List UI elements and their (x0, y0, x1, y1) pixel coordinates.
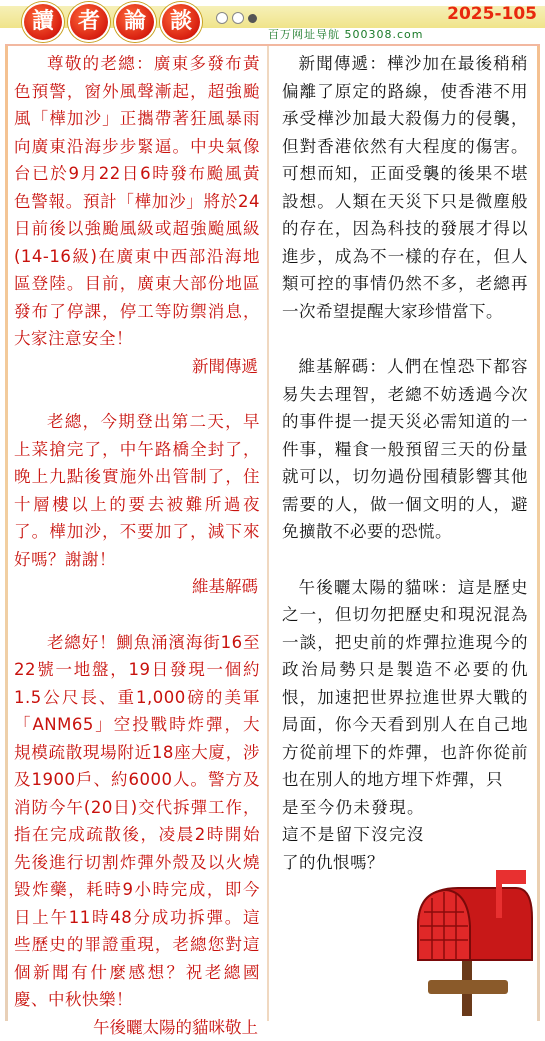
title-char: 談 (160, 2, 202, 42)
site-watermark: 百万网址导航 500308.com (268, 26, 423, 42)
letter-text: 尊敬的老總：廣東多發布黃色預警，窗外風聲漸起，超強颱風「樺加沙」正攜帶著狂風暴雨向廣東沿海步步緊逼。中央氣像台已於9月22日6時發布颱風黃色警報。預計「樺加沙」將於24日前後以強颱風級或超強颱風級(14-16級)在廣東中西部沿海地區登陸。目前，廣東大部份地區發布了停課，停工等防禦消息，大家注意安全！ (14, 50, 260, 353)
header-divider (5, 44, 540, 46)
title-char: 者 (68, 2, 110, 42)
letter-text: 老總，今期登出第二天，早上菜搶完了，中午路橋全封了，晚上九點後實施外出管制了，住十層樓以上的要去被難所過夜了。樺加沙，不要加了，減下來好嗎？謝謝！ (14, 408, 260, 573)
spacer (282, 546, 528, 574)
circle-icon (216, 12, 228, 24)
circle-icon (232, 12, 244, 24)
frame-border-left (5, 46, 8, 1021)
letter-signature: 午後曬太陽的貓咪敬上 (14, 1014, 260, 1041)
letter-text: 老總好！鰂魚涌濱海街16至22號一地盤，19日發現一個約1.5公尺長、重1,000磅的美軍「ANM65」空投戰時炸彈，大規模疏散現場附近18座大廈，涉及1900戶、約6000人。警方及消防今午(20日)交代拆彈工作，指在完成疏散後，凌晨2時開始先後進行切割炸彈外殼及以火燒毀炸藥，耗時9小時完成，即今日上午11時48分成功拆彈。這些歷史的罪證重現，老總您對這個新聞有什麼感想？祝老總國慶、中秋快樂！ (14, 629, 260, 1014)
editor-replies-column (282, 50, 528, 876)
issue-number: 2025-105 (447, 4, 537, 24)
filled-circle-icon (248, 14, 257, 23)
decorative-dots (216, 12, 257, 24)
header (0, 0, 545, 44)
spacer (14, 601, 260, 629)
mailbox-icon (398, 868, 536, 1016)
spacer (282, 325, 528, 353)
column-title (22, 2, 202, 42)
spacer (14, 380, 260, 408)
frame-border-right (537, 46, 540, 1021)
reply-text: 新聞傳遞：樺沙加在最後稍稍偏離了原定的路線，使香港不用承受樺沙加最大殺傷力的侵襲，但對香港依然有大程度的傷害。可想而知，正面受襲的後果不堪設想。人類在天災下只是微塵般的存在，因為科技的發展才得以進步，成為不一樣的存在，但人類可控的事情仍然不多，老總再一次希望提醒大家珍惜當下。 (282, 50, 528, 325)
title-char: 讀 (22, 2, 64, 42)
reply-text: 維基解碼：人們在惶恐下都容易失去理智，老總不妨透過今次的事件提一提天災必需知道的一件事，糧食一般預留三天的份量就可以，切勿過份囤積影響其他需要的人，做一個文明的人，避免擴散不必要的恐慌。 (282, 353, 528, 546)
column-divider (267, 46, 269, 1021)
letter-signature: 維基解碼 (14, 573, 260, 601)
reader-letters-column (14, 50, 260, 1041)
title-char: 論 (114, 2, 156, 42)
letter-signature: 新聞傳遞 (14, 353, 260, 381)
reply-text: 午後曬太陽的貓咪：這是歷史之一，但切勿把歷史和現況混為一談，把史前的炸彈拉進現今的政治局勢只是製造不必要的仇恨，加速把世界拉進世界大戰的局面，你今天看到別人在自己地方從前埋下的炸彈，也許你從前也在別人的地方埋下炸彈，只 (282, 574, 528, 794)
reply-text: 是至今仍未發現。這不是留下沒完沒了的仇恨嗎？ (282, 794, 424, 877)
